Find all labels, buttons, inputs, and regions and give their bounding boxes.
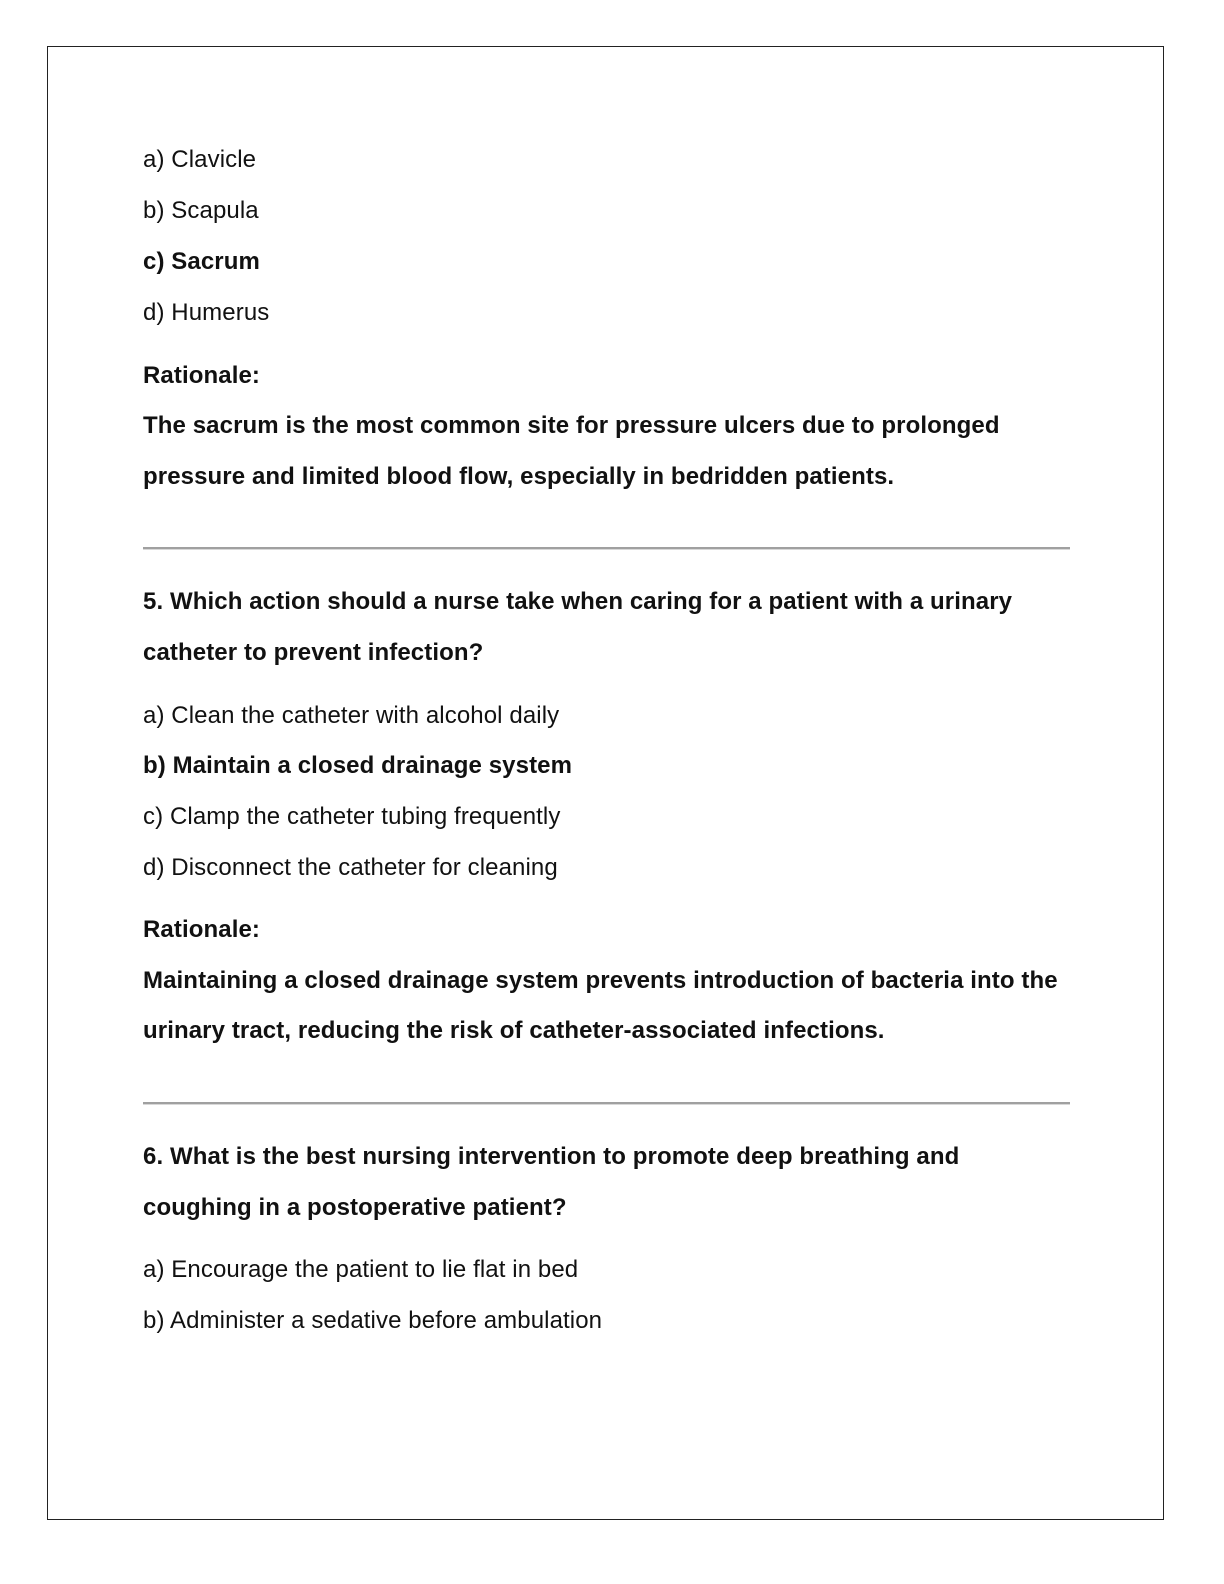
rationale-text-line: Maintaining a closed drainage system prevents introduction of bacteria into the	[143, 967, 1058, 994]
rationale-label: Rationale:	[143, 362, 261, 389]
option-a: a) Clavicle	[143, 146, 257, 173]
rationale-text-line: pressure and limited blood flow, especially in bedridden patients.	[143, 463, 895, 490]
question-6-text-line: coughing in a postoperative patient?	[143, 1194, 567, 1221]
question-5-text-line: 5. Which action should a nurse take when caring for a patient with a urinary	[143, 588, 1013, 615]
rationale-text-line: The sacrum is the most common site for pressure ulcers due to prolonged	[143, 412, 1000, 439]
option-c-correct: c) Sacrum	[143, 248, 260, 275]
rationale-text-line: urinary tract, reducing the risk of catheter-associated infections.	[143, 1017, 885, 1044]
question-5-text-line: catheter to prevent infection?	[143, 639, 484, 666]
rationale-label: Rationale:	[143, 916, 261, 943]
option-c: c) Clamp the catheter tubing frequently	[143, 803, 561, 830]
question-6-text-line: 6. What is the best nursing intervention to promote deep breathing and	[143, 1143, 960, 1170]
section-divider	[143, 547, 1070, 550]
option-b: b) Administer a sedative before ambulation	[143, 1307, 603, 1334]
section-divider	[143, 1102, 1070, 1105]
option-d: d) Disconnect the catheter for cleaning	[143, 854, 558, 881]
option-b: b) Scapula	[143, 197, 259, 224]
option-a: a) Clean the catheter with alcohol daily	[143, 702, 560, 729]
option-b-correct: b) Maintain a closed drainage system	[143, 752, 573, 779]
option-d: d) Humerus	[143, 299, 270, 326]
option-a: a) Encourage the patient to lie flat in bed	[143, 1256, 579, 1283]
